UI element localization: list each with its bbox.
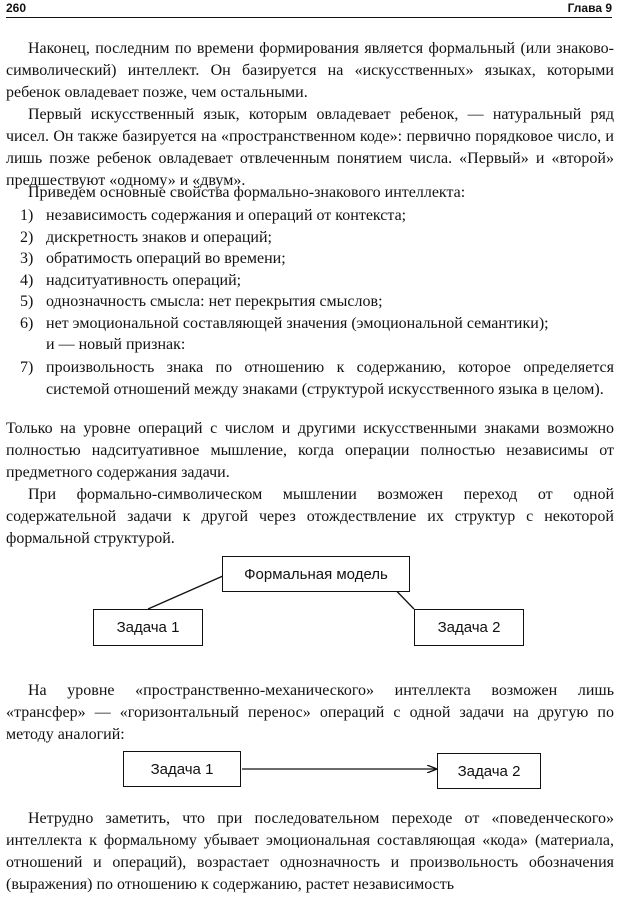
page-number: 260	[6, 1, 27, 15]
formal-model-box: Формальная модель	[222, 556, 410, 592]
chapter-title: Глава 9	[567, 1, 612, 15]
list-item: 5) однозначность смысла: нет перекрытия смыслов;	[20, 293, 383, 310]
task1-box: Задача 1	[123, 751, 241, 787]
list-item: 6) нет эмоциональной составляющей значения (эмоциональной семантики);	[20, 314, 549, 332]
arrow-task1-to-model	[148, 572, 232, 609]
list-item: 2) дискретность знаков и операций;	[20, 228, 272, 246]
paragraph-natural-numbers: Первый искусственный язык, которым овладевает ребенок, — натуральный ряд чисел. Он также базируется на «пространственном коде»: первично порядковое число, и лишь позже ребенок овладевает отвлеченным понятием числа. «Первый» и «второй» предшествуют «одному» и «двум».	[6, 106, 614, 189]
list-item: 3) обратимость операций во времени;	[20, 250, 286, 267]
list-item: 4) надситуативность операций;	[20, 271, 242, 289]
new-feature-intro: и — новый признак:	[46, 336, 186, 353]
task1-box: Задача 1	[93, 609, 203, 646]
list-item: 7) произвольность знака по отношению к содержанию, которое определяется системой отношений между знаками (структурой искусственного языка в целом).	[20, 359, 614, 398]
paragraph-situational-thinking: Только на уровне операций с числом и другими искусственными знаками возможно полностью надситуативное мышление, когда операции полностью независимы от предметного содержания задачи.	[6, 420, 614, 481]
task2-box: Задача 2	[414, 609, 524, 646]
paragraph-formal-intellect: Наконец, последним по времени формирования является формальный (или знаково-символический) интеллект. Он базируется на «искусственных» языках, которыми ребенок овладевает позже, чем остальными.	[6, 40, 614, 101]
list-item: 1) независимость содержания и операций от контекста;	[20, 207, 407, 224]
paragraph-conclusion: Нетрудно заметить, что при последовательном переходе от «поведенческого» интеллекта к формальному убывает эмоциональная составляющая «кода» (материала, отношений и операций), возрастает однозначность и произвольность обозначения (выражения) по отношению к содержанию, растет независимость	[6, 810, 614, 893]
task2-box: Задача 2	[437, 753, 541, 789]
paragraph-spatial-transfer: На уровне «пространственно-механического» интеллекта возможен лишь «трансфер» — «горизонтальный перенос» операций с одной задачи на другую по методу аналогий:	[6, 682, 614, 743]
paragraph-properties-intro: Приведем основные свойства формально-знакового интеллекта:	[28, 184, 466, 201]
paragraph-structure-transfer: При формально-символическом мышлении возможен переход от одной содержательной задачи к другой через отождествление их структур с некоторой формальной структурой.	[6, 486, 614, 547]
